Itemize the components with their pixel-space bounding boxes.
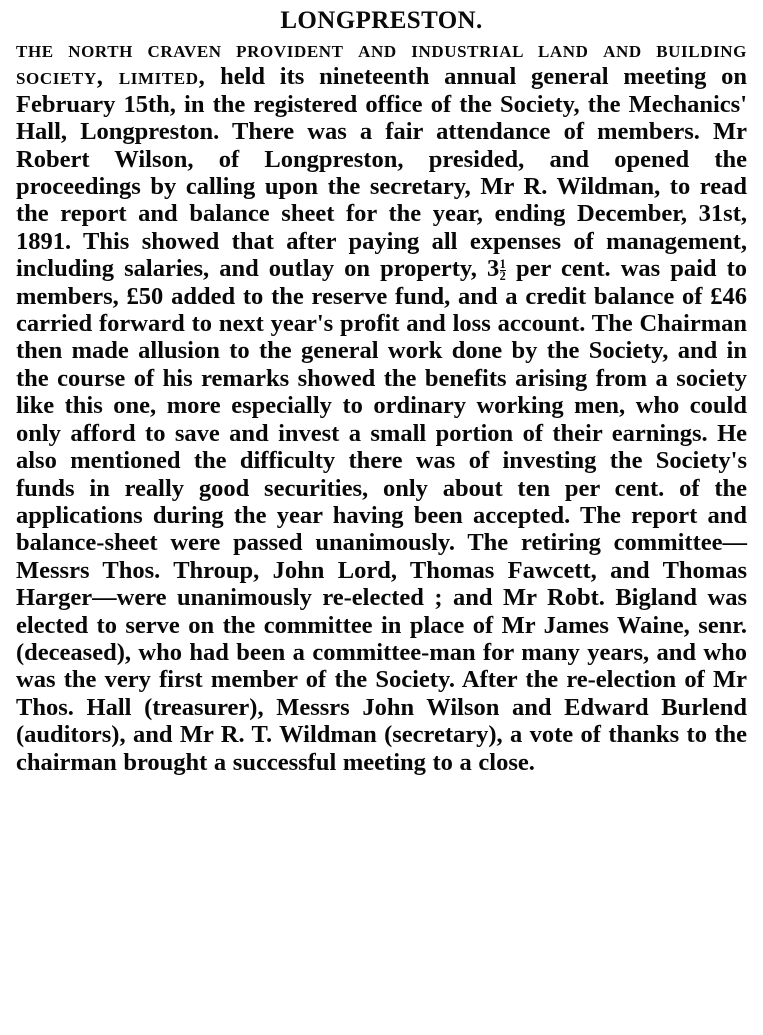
lead-smallcaps-line-2: land and building society, limited, [16,36,747,91]
fraction-denominator: 2 [499,268,506,283]
article-text-part-2: per cent. was paid to members, £50 added to the reserve fund, and a credit balance of £46 carried forward to next year's profit and loss account. The Chairman then made allusion to the general work done by the Society, and in the course of his remarks showed the benefits arising from a society like this one, more especially to ordinary working men, who could only afford to save and invest a small portion of their earnings. He also mentioned the difficulty there was of investing the Society's funds in really good securities, only about ten per cent. of the applications during the year having been accepted. The report and balance-sheet were passed unanimously. The retiring committee—Messrs Thos. Throup, John Lord, Thomas Fawcett, and Thomas Harger—were unanimously re-elected ; and Mr Robt. Bigland was elected to serve on the committee in place of Mr James Waine, senr. (deceased), who had been a committee-man for many years, and who was the very first member of the Society. After the re-election of Mr Thos. Hall (treasurer), Messrs John Wilson and Edward Burlend (auditors), and Mr R. T. Wildman (secretary), a vote of thanks to the chairman brought a successful meeting to a close. [16,255,747,776]
lead-smallcaps-line-1: the north craven provident and industrial [16,36,525,63]
fraction-one-half [499,256,506,283]
page-title: LONGPRESTON. [280,7,483,34]
article-body [16,0,747,776]
fraction-numerator: 1 [499,256,506,271]
article-text-part-1: held its nineteenth annual general meeting on February 15th, in the registered office of the Society, the Mechanics' Hall, Longpreston. There was a fair attendance of members. Mr Robert Wilson, of Longpreston, presided, and opened the proceedings by calling upon the secretary, Mr R. Wildman, to read the report and balance sheet for the year, ending December, 31st, 1891. This showed that after paying all expenses of management, including salaries, and outlay on property, 3 [16,63,748,283]
article-paragraph [16,36,747,776]
